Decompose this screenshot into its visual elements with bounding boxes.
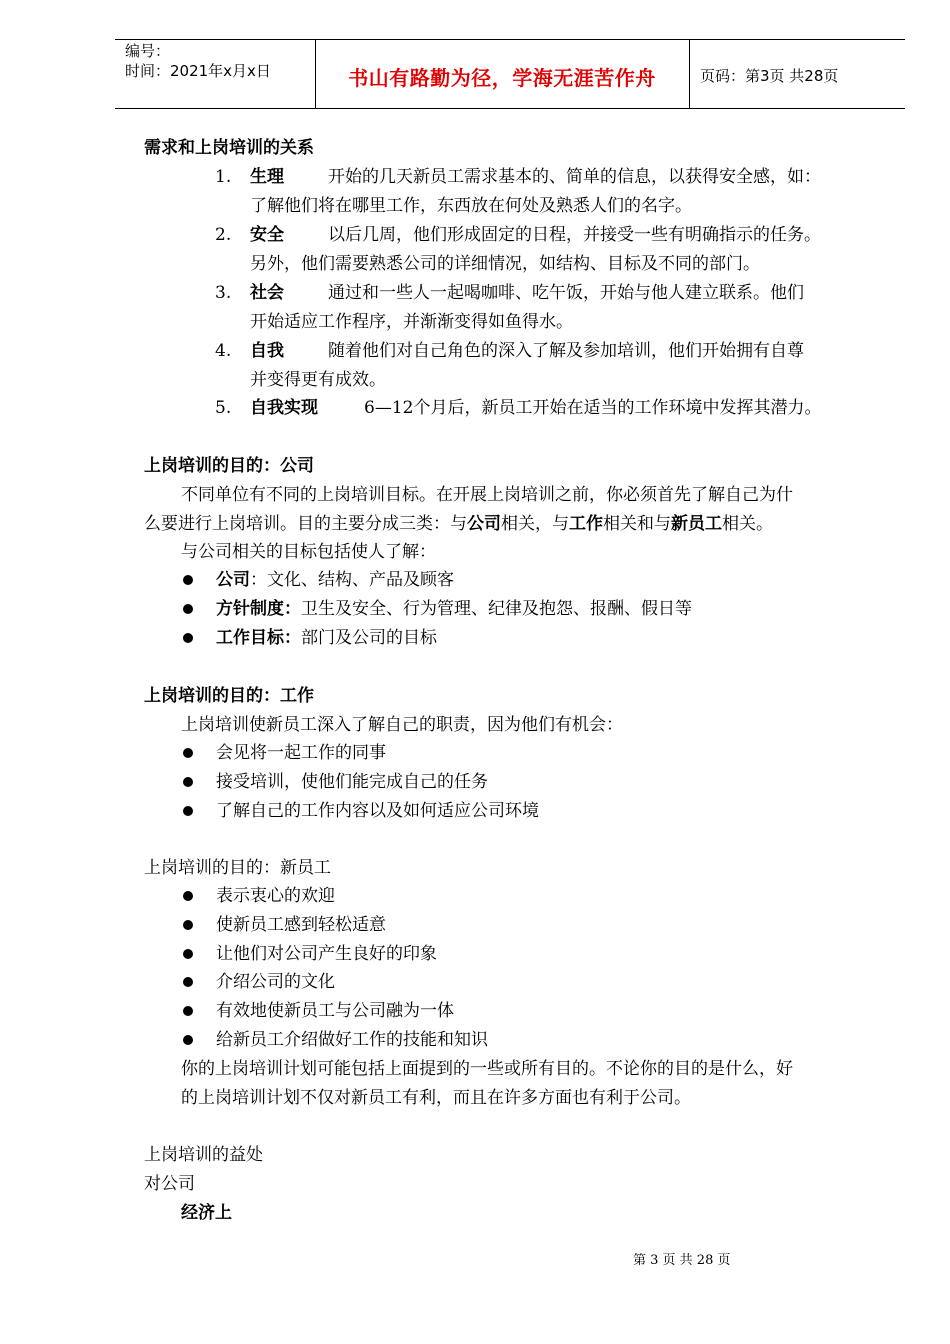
section-title: 上岗培训的目的：工作 [144, 686, 314, 706]
list-text: 通过和一些人一起喝咖啡、吃午饭，开始与他人建立联系。他们 [328, 283, 804, 303]
bullet-icon [183, 891, 193, 901]
list-term: 社会 [250, 283, 284, 303]
list-text: 以后几周，他们形成固定的日程，并接受一些有明确指示的任务。 [328, 225, 821, 245]
list-item: 表示衷心的欢迎 [216, 886, 335, 906]
header-meta-cell [115, 40, 316, 108]
paragraph-line: 不同单位有不同的上岗培训目标。在开展上岗培训之前，你必须首先了解自己为什 [181, 485, 793, 505]
list-text: 另外，他们需要熟悉公司的详细情况，如结构、目标及不同的部门。 [250, 254, 760, 274]
list-text: 了解他们将在哪里工作，东西放在何处及熟悉人们的名字。 [250, 196, 692, 216]
list-item: 有效地使新员工与公司融为一体 [216, 1001, 454, 1021]
subheading: 经济上 [181, 1203, 232, 1223]
section-title: 上岗培训的目的：新员工 [144, 858, 331, 878]
list-term: 安全 [250, 225, 284, 245]
bullet-icon [183, 806, 193, 816]
list-number: 1. [215, 167, 232, 187]
paragraph-line: 么要进行上岗培训。目的主要分成三类：与公司相关，与工作相关和与新员工相关。 [144, 514, 773, 534]
list-item: 介绍公司的文化 [216, 972, 335, 992]
page-header [115, 39, 905, 109]
section-title: 需求和上岗培训的关系 [144, 138, 314, 158]
bullet-icon [183, 1035, 193, 1045]
paragraph-line: 上岗培训使新员工深入了解自己的职责，因为他们有机会： [181, 715, 623, 735]
bullet-icon [183, 575, 193, 585]
bullet-icon [183, 949, 193, 959]
list-text: 并变得更有成效。 [250, 370, 386, 390]
bullet-icon [183, 1006, 193, 1016]
list-item: 使新员工感到轻松适意 [216, 915, 386, 935]
header-page-info: 页码：第3页 共28页 [700, 67, 839, 85]
section-title: 上岗培训的益处 [144, 1145, 263, 1165]
list-text: 开始的几天新员工需求基本的、简单的信息，以获得安全感，如： [328, 167, 821, 187]
header-motto-cell [315, 40, 690, 108]
paragraph-line: 你的上岗培训计划可能包括上面提到的一些或所有目的。不论你的目的是什么，好 [181, 1059, 793, 1079]
list-term: 生理 [250, 167, 284, 187]
list-item: 方针制度：卫生及安全、行为管理、纪律及抱怨、报酬、假日等 [216, 599, 692, 619]
page-footer: 第 3 页 共 28 页 [633, 1253, 731, 1268]
list-number: 3. [215, 283, 232, 303]
bullet-icon [183, 920, 193, 930]
bullet-icon [183, 604, 193, 614]
list-item: 会见将一起工作的同事 [216, 743, 386, 763]
list-item: 给新员工介绍做好工作的技能和知识 [216, 1030, 488, 1050]
list-item: 接受培训，使他们能完成自己的任务 [216, 772, 488, 792]
list-item: 了解自己的工作内容以及如何适应公司环境 [216, 801, 539, 821]
header-motto: 书山有路勤为径，学海无涯苦作舟 [348, 66, 656, 90]
list-term: 自我实现 [250, 398, 318, 418]
list-item: 工作目标：部门及公司的目标 [216, 628, 437, 648]
list-number: 4. [215, 341, 232, 361]
paragraph-line: 与公司相关的目标包括使人了解： [181, 542, 436, 562]
list-number: 5. [215, 398, 232, 418]
document-time: 时间：2021年x月x日 [125, 62, 271, 80]
bullet-icon [183, 777, 193, 787]
section-title: 上岗培训的目的：公司 [144, 456, 314, 476]
list-number: 2. [215, 225, 232, 245]
list-term: 自我 [250, 341, 284, 361]
list-text: 6—12个月后，新员工开始在适当的工作环境中发挥其潜力。 [364, 398, 822, 418]
subheading: 对公司 [144, 1174, 195, 1194]
list-item: 公司：文化、结构、产品及顾客 [216, 570, 454, 590]
document-number: 编号： [125, 42, 171, 60]
bullet-icon [183, 748, 193, 758]
bullet-icon [183, 633, 193, 643]
header-page-cell [690, 40, 905, 108]
list-text: 开始适应工作程序，并渐渐变得如鱼得水。 [250, 312, 573, 332]
paragraph-line: 的上岗培训计划不仅对新员工有利，而且在许多方面也有利于公司。 [181, 1088, 691, 1108]
list-item: 让他们对公司产生良好的印象 [216, 944, 437, 964]
list-text: 随着他们对自己角色的深入了解及参加培训，他们开始拥有自尊 [328, 341, 804, 361]
bullet-icon [183, 977, 193, 987]
